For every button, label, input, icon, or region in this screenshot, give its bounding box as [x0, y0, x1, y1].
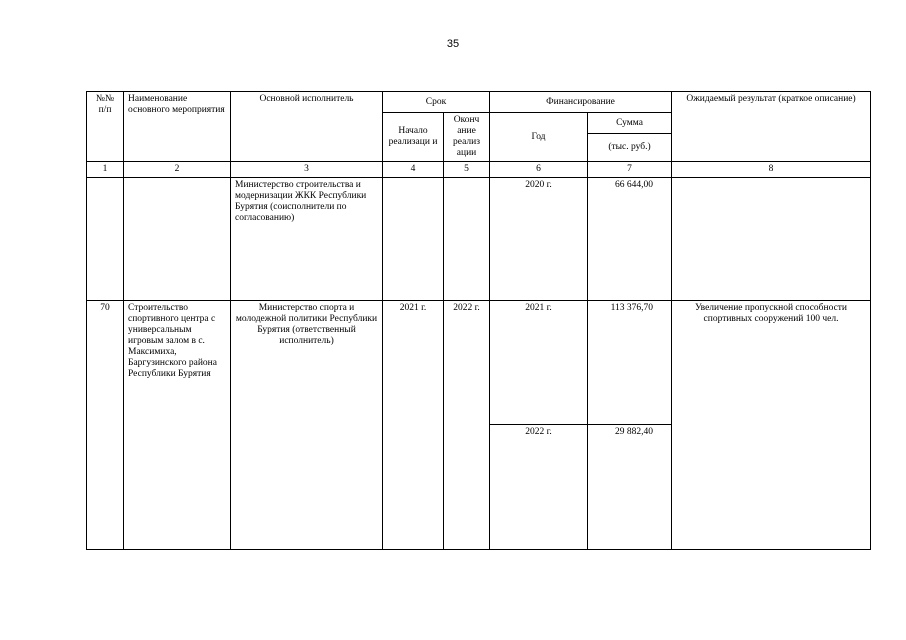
row-year: 2021 г. [490, 300, 588, 425]
row-start: 2021 г. [383, 300, 444, 549]
header-term: Срок [383, 92, 490, 113]
header-name: Наименование основного мероприятия [124, 92, 231, 162]
row-result: Увеличение пропускной способности спортивных сооружений 100 чел. [672, 300, 871, 549]
row-sum: 66 644,00 [588, 178, 672, 301]
column-number: 5 [444, 162, 490, 178]
column-number: 1 [87, 162, 124, 178]
header-sum-unit: (тыс. руб.) [588, 134, 672, 162]
column-number: 6 [490, 162, 588, 178]
row-executor: Министерство строительства и модернизации ЖКК Республики Бурятия (соисполнители по согласованию) [231, 178, 383, 301]
row-end [444, 178, 490, 301]
header-sum: Сумма [588, 113, 672, 134]
row-name [124, 178, 231, 301]
column-number: 3 [231, 162, 383, 178]
row-num [87, 178, 124, 301]
column-number-row [87, 162, 871, 178]
header-term-end: Оконч ание реализ ации [444, 113, 490, 162]
row-end: 2022 г. [444, 300, 490, 549]
header-result: Ожидаемый результат (краткое описание) [672, 92, 871, 162]
header-term-start: Начало реализаци и [383, 113, 444, 162]
row-num: 70 [87, 300, 124, 549]
row-sum: 113 376,70 [588, 300, 672, 425]
row-year: 2022 г. [490, 425, 588, 550]
column-number: 8 [672, 162, 871, 178]
table-row [87, 300, 871, 425]
row-start [383, 178, 444, 301]
row-name: Строительство спортивного центра с универсальным игровым залом в с. Максимиха, Баргузинского района Республики Бурятия [124, 300, 231, 549]
row-result [672, 178, 871, 301]
header-year: Год [490, 113, 588, 162]
page-number: 35 [446, 38, 460, 50]
column-number: 7 [588, 162, 672, 178]
activities-table [86, 91, 871, 550]
header-num: №№ п/п [87, 92, 124, 162]
row-executor: Министерство спорта и молодежной политики Республики Бурятия (ответственный исполнитель) [231, 300, 383, 549]
column-number: 4 [383, 162, 444, 178]
column-number: 2 [124, 162, 231, 178]
header-executor: Основной исполнитель [231, 92, 383, 162]
row-sum: 29 882,40 [588, 425, 672, 550]
row-year: 2020 г. [490, 178, 588, 301]
header-financing: Финансирование [490, 92, 672, 113]
table-row [87, 178, 871, 301]
header-row [87, 92, 871, 113]
